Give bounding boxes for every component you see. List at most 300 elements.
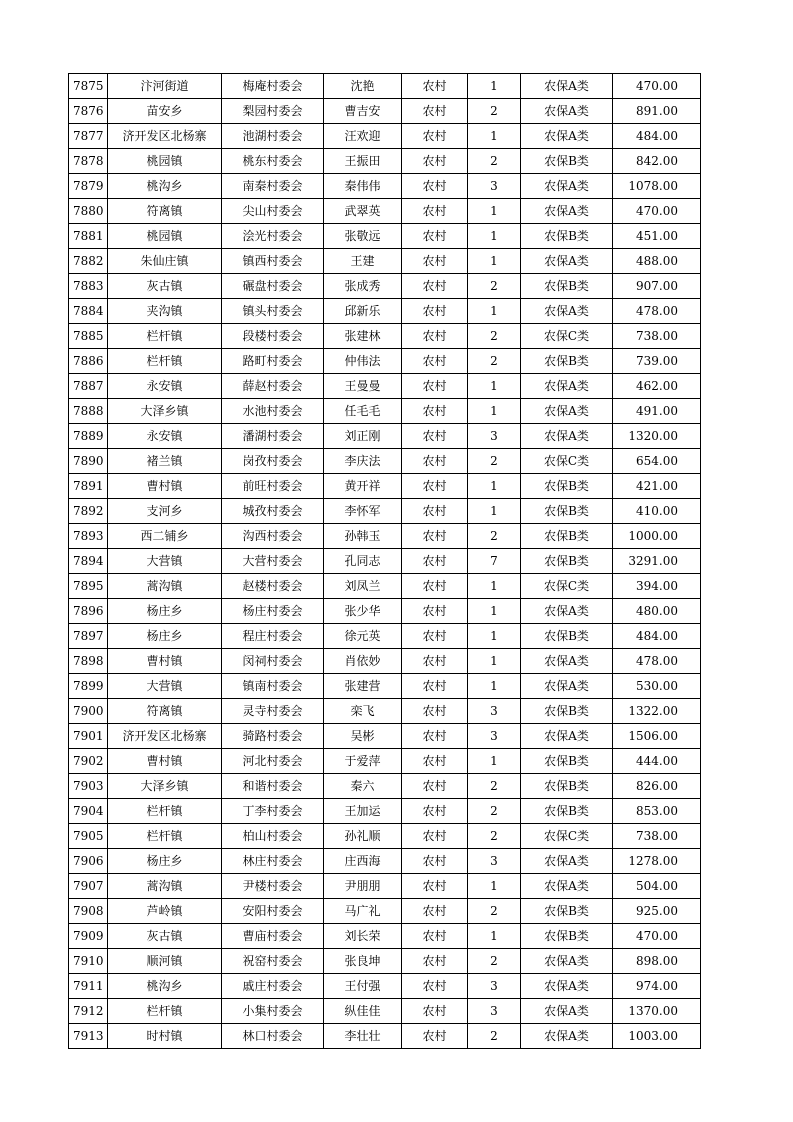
village-committee-cell: 池湖村委会 bbox=[222, 124, 324, 149]
village-committee-cell: 尹楼村委会 bbox=[222, 874, 324, 899]
table-row bbox=[69, 899, 701, 924]
person-name-cell: 张良坤 bbox=[324, 949, 402, 974]
table-row bbox=[69, 499, 701, 524]
serial-number-cell: 7895 bbox=[69, 574, 108, 599]
insurance-category-cell: 农保A类 bbox=[521, 599, 613, 624]
township-cell: 曹村镇 bbox=[108, 474, 222, 499]
area-type-cell: 农村 bbox=[402, 699, 468, 724]
area-type-cell: 农村 bbox=[402, 724, 468, 749]
person-name-cell: 孙韩玉 bbox=[324, 524, 402, 549]
person-name-cell: 王振田 bbox=[324, 149, 402, 174]
village-committee-cell: 程庄村委会 bbox=[222, 624, 324, 649]
amount-cell: 853.00 bbox=[613, 799, 701, 824]
area-type-cell: 农村 bbox=[402, 274, 468, 299]
household-count-cell: 2 bbox=[468, 824, 521, 849]
township-cell: 永安镇 bbox=[108, 424, 222, 449]
household-count-cell: 1 bbox=[468, 924, 521, 949]
township-cell: 褚兰镇 bbox=[108, 449, 222, 474]
area-type-cell: 农村 bbox=[402, 199, 468, 224]
amount-cell: 530.00 bbox=[613, 674, 701, 699]
amount-cell: 491.00 bbox=[613, 399, 701, 424]
table-row bbox=[69, 574, 701, 599]
township-cell: 顺河镇 bbox=[108, 949, 222, 974]
amount-cell: 1278.00 bbox=[613, 849, 701, 874]
insurance-category-cell: 农保A类 bbox=[521, 1024, 613, 1049]
person-name-cell: 栾飞 bbox=[324, 699, 402, 724]
table-row bbox=[69, 174, 701, 199]
area-type-cell: 农村 bbox=[402, 824, 468, 849]
person-name-cell: 秦六 bbox=[324, 774, 402, 799]
village-committee-cell: 赵楼村委会 bbox=[222, 574, 324, 599]
serial-number-cell: 7905 bbox=[69, 824, 108, 849]
amount-cell: 907.00 bbox=[613, 274, 701, 299]
table-row bbox=[69, 599, 701, 624]
area-type-cell: 农村 bbox=[402, 499, 468, 524]
township-cell: 栏杆镇 bbox=[108, 799, 222, 824]
person-name-cell: 王曼曼 bbox=[324, 374, 402, 399]
amount-cell: 488.00 bbox=[613, 249, 701, 274]
village-committee-cell: 河北村委会 bbox=[222, 749, 324, 774]
area-type-cell: 农村 bbox=[402, 99, 468, 124]
household-count-cell: 3 bbox=[468, 699, 521, 724]
amount-cell: 738.00 bbox=[613, 324, 701, 349]
table-row bbox=[69, 149, 701, 174]
area-type-cell: 农村 bbox=[402, 74, 468, 99]
village-committee-cell: 安阳村委会 bbox=[222, 899, 324, 924]
person-name-cell: 张建林 bbox=[324, 324, 402, 349]
amount-cell: 738.00 bbox=[613, 824, 701, 849]
township-cell: 桃沟乡 bbox=[108, 174, 222, 199]
person-name-cell: 李壮壮 bbox=[324, 1024, 402, 1049]
table-row bbox=[69, 524, 701, 549]
area-type-cell: 农村 bbox=[402, 1024, 468, 1049]
village-committee-cell: 林庄村委会 bbox=[222, 849, 324, 874]
insurance-category-cell: 农保A类 bbox=[521, 174, 613, 199]
amount-cell: 898.00 bbox=[613, 949, 701, 974]
township-cell: 桃园镇 bbox=[108, 224, 222, 249]
amount-cell: 739.00 bbox=[613, 349, 701, 374]
township-cell: 桃沟乡 bbox=[108, 974, 222, 999]
serial-number-cell: 7876 bbox=[69, 99, 108, 124]
village-committee-cell: 梅庵村委会 bbox=[222, 74, 324, 99]
township-cell: 汴河街道 bbox=[108, 74, 222, 99]
amount-cell: 1320.00 bbox=[613, 424, 701, 449]
serial-number-cell: 7906 bbox=[69, 849, 108, 874]
person-name-cell: 王付强 bbox=[324, 974, 402, 999]
village-committee-cell: 潘湖村委会 bbox=[222, 424, 324, 449]
table-row bbox=[69, 124, 701, 149]
insurance-category-cell: 农保A类 bbox=[521, 299, 613, 324]
amount-cell: 1003.00 bbox=[613, 1024, 701, 1049]
household-count-cell: 2 bbox=[468, 774, 521, 799]
table-row bbox=[69, 299, 701, 324]
person-name-cell: 吴彬 bbox=[324, 724, 402, 749]
amount-cell: 480.00 bbox=[613, 599, 701, 624]
serial-number-cell: 7899 bbox=[69, 674, 108, 699]
insurance-category-cell: 农保A类 bbox=[521, 974, 613, 999]
insurance-category-cell: 农保B类 bbox=[521, 924, 613, 949]
person-name-cell: 李怀军 bbox=[324, 499, 402, 524]
amount-cell: 478.00 bbox=[613, 649, 701, 674]
household-count-cell: 1 bbox=[468, 124, 521, 149]
table-row bbox=[69, 199, 701, 224]
area-type-cell: 农村 bbox=[402, 749, 468, 774]
area-type-cell: 农村 bbox=[402, 349, 468, 374]
serial-number-cell: 7911 bbox=[69, 974, 108, 999]
table-row bbox=[69, 874, 701, 899]
insurance-category-cell: 农保B类 bbox=[521, 549, 613, 574]
insurance-category-cell: 农保A类 bbox=[521, 999, 613, 1024]
amount-cell: 891.00 bbox=[613, 99, 701, 124]
amount-cell: 1370.00 bbox=[613, 999, 701, 1024]
household-count-cell: 2 bbox=[468, 449, 521, 474]
household-count-cell: 1 bbox=[468, 749, 521, 774]
amount-cell: 478.00 bbox=[613, 299, 701, 324]
area-type-cell: 农村 bbox=[402, 224, 468, 249]
village-committee-cell: 尖山村委会 bbox=[222, 199, 324, 224]
village-committee-cell: 灵寺村委会 bbox=[222, 699, 324, 724]
table-row bbox=[69, 374, 701, 399]
serial-number-cell: 7902 bbox=[69, 749, 108, 774]
township-cell: 芦岭镇 bbox=[108, 899, 222, 924]
area-type-cell: 农村 bbox=[402, 549, 468, 574]
village-committee-cell: 镇西村委会 bbox=[222, 249, 324, 274]
household-count-cell: 3 bbox=[468, 724, 521, 749]
household-count-cell: 1 bbox=[468, 374, 521, 399]
serial-number-cell: 7907 bbox=[69, 874, 108, 899]
household-count-cell: 1 bbox=[468, 399, 521, 424]
area-type-cell: 农村 bbox=[402, 899, 468, 924]
person-name-cell: 邱新乐 bbox=[324, 299, 402, 324]
amount-cell: 974.00 bbox=[613, 974, 701, 999]
table-row bbox=[69, 849, 701, 874]
amount-cell: 826.00 bbox=[613, 774, 701, 799]
household-count-cell: 1 bbox=[468, 574, 521, 599]
table-body bbox=[69, 74, 701, 1049]
person-name-cell: 纵佳佳 bbox=[324, 999, 402, 1024]
township-cell: 苗安乡 bbox=[108, 99, 222, 124]
household-count-cell: 2 bbox=[468, 899, 521, 924]
village-committee-cell: 闵祠村委会 bbox=[222, 649, 324, 674]
area-type-cell: 农村 bbox=[402, 149, 468, 174]
household-count-cell: 7 bbox=[468, 549, 521, 574]
serial-number-cell: 7910 bbox=[69, 949, 108, 974]
township-cell: 朱仙庄镇 bbox=[108, 249, 222, 274]
village-committee-cell: 段楼村委会 bbox=[222, 324, 324, 349]
insurance-category-cell: 农保B类 bbox=[521, 474, 613, 499]
area-type-cell: 农村 bbox=[402, 249, 468, 274]
serial-number-cell: 7908 bbox=[69, 899, 108, 924]
serial-number-cell: 7887 bbox=[69, 374, 108, 399]
insurance-category-cell: 农保B类 bbox=[521, 524, 613, 549]
table-row bbox=[69, 549, 701, 574]
table-row bbox=[69, 974, 701, 999]
township-cell: 济开发区北杨寨 bbox=[108, 124, 222, 149]
insurance-category-cell: 农保C类 bbox=[521, 824, 613, 849]
household-count-cell: 2 bbox=[468, 274, 521, 299]
table-row bbox=[69, 949, 701, 974]
table-row bbox=[69, 824, 701, 849]
serial-number-cell: 7903 bbox=[69, 774, 108, 799]
insurance-category-cell: 农保A类 bbox=[521, 674, 613, 699]
serial-number-cell: 7882 bbox=[69, 249, 108, 274]
area-type-cell: 农村 bbox=[402, 599, 468, 624]
person-name-cell: 王加运 bbox=[324, 799, 402, 824]
township-cell: 曹村镇 bbox=[108, 649, 222, 674]
person-name-cell: 孔同志 bbox=[324, 549, 402, 574]
serial-number-cell: 7892 bbox=[69, 499, 108, 524]
township-cell: 大泽乡镇 bbox=[108, 399, 222, 424]
insurance-category-cell: 农保C类 bbox=[521, 324, 613, 349]
person-name-cell: 仲伟法 bbox=[324, 349, 402, 374]
household-count-cell: 1 bbox=[468, 74, 521, 99]
township-cell: 夹沟镇 bbox=[108, 299, 222, 324]
household-count-cell: 3 bbox=[468, 849, 521, 874]
area-type-cell: 农村 bbox=[402, 949, 468, 974]
township-cell: 符离镇 bbox=[108, 199, 222, 224]
household-count-cell: 2 bbox=[468, 99, 521, 124]
household-count-cell: 3 bbox=[468, 974, 521, 999]
village-committee-cell: 杨庄村委会 bbox=[222, 599, 324, 624]
amount-cell: 484.00 bbox=[613, 624, 701, 649]
person-name-cell: 沈艳 bbox=[324, 74, 402, 99]
village-committee-cell: 和谐村委会 bbox=[222, 774, 324, 799]
person-name-cell: 秦伟伟 bbox=[324, 174, 402, 199]
township-cell: 栏杆镇 bbox=[108, 349, 222, 374]
amount-cell: 462.00 bbox=[613, 374, 701, 399]
amount-cell: 410.00 bbox=[613, 499, 701, 524]
area-type-cell: 农村 bbox=[402, 174, 468, 199]
table-row bbox=[69, 349, 701, 374]
village-committee-cell: 薛赵村委会 bbox=[222, 374, 324, 399]
person-name-cell: 张敬远 bbox=[324, 224, 402, 249]
insurance-category-cell: 农保B类 bbox=[521, 224, 613, 249]
insurance-category-cell: 农保A类 bbox=[521, 74, 613, 99]
township-cell: 大营镇 bbox=[108, 674, 222, 699]
person-name-cell: 刘长荣 bbox=[324, 924, 402, 949]
table-row bbox=[69, 649, 701, 674]
serial-number-cell: 7891 bbox=[69, 474, 108, 499]
insurance-category-cell: 农保B类 bbox=[521, 499, 613, 524]
household-count-cell: 3 bbox=[468, 424, 521, 449]
serial-number-cell: 7890 bbox=[69, 449, 108, 474]
amount-cell: 925.00 bbox=[613, 899, 701, 924]
insurance-category-cell: 农保B类 bbox=[521, 774, 613, 799]
village-committee-cell: 骑路村委会 bbox=[222, 724, 324, 749]
township-cell: 济开发区北杨寨 bbox=[108, 724, 222, 749]
township-cell: 符离镇 bbox=[108, 699, 222, 724]
household-count-cell: 2 bbox=[468, 349, 521, 374]
person-name-cell: 孙礼顺 bbox=[324, 824, 402, 849]
person-name-cell: 刘正刚 bbox=[324, 424, 402, 449]
village-committee-cell: 城孜村委会 bbox=[222, 499, 324, 524]
township-cell: 灰古镇 bbox=[108, 924, 222, 949]
table-row bbox=[69, 274, 701, 299]
township-cell: 栏杆镇 bbox=[108, 999, 222, 1024]
household-count-cell: 1 bbox=[468, 474, 521, 499]
area-type-cell: 农村 bbox=[402, 774, 468, 799]
household-count-cell: 1 bbox=[468, 874, 521, 899]
insurance-category-cell: 农保C类 bbox=[521, 574, 613, 599]
table-row bbox=[69, 399, 701, 424]
township-cell: 蒿沟镇 bbox=[108, 574, 222, 599]
area-type-cell: 农村 bbox=[402, 424, 468, 449]
amount-cell: 470.00 bbox=[613, 924, 701, 949]
township-cell: 曹村镇 bbox=[108, 749, 222, 774]
amount-cell: 842.00 bbox=[613, 149, 701, 174]
village-committee-cell: 路町村委会 bbox=[222, 349, 324, 374]
area-type-cell: 农村 bbox=[402, 624, 468, 649]
amount-cell: 3291.00 bbox=[613, 549, 701, 574]
insurance-category-cell: 农保B类 bbox=[521, 624, 613, 649]
table-row bbox=[69, 624, 701, 649]
insurance-category-cell: 农保B类 bbox=[521, 899, 613, 924]
person-name-cell: 汪欢迎 bbox=[324, 124, 402, 149]
table-row bbox=[69, 1024, 701, 1049]
township-cell: 栏杆镇 bbox=[108, 324, 222, 349]
table-row bbox=[69, 324, 701, 349]
area-type-cell: 农村 bbox=[402, 524, 468, 549]
amount-cell: 654.00 bbox=[613, 449, 701, 474]
serial-number-cell: 7889 bbox=[69, 424, 108, 449]
township-cell: 支河乡 bbox=[108, 499, 222, 524]
area-type-cell: 农村 bbox=[402, 999, 468, 1024]
serial-number-cell: 7885 bbox=[69, 324, 108, 349]
household-count-cell: 2 bbox=[468, 949, 521, 974]
serial-number-cell: 7897 bbox=[69, 624, 108, 649]
serial-number-cell: 7912 bbox=[69, 999, 108, 1024]
area-type-cell: 农村 bbox=[402, 924, 468, 949]
table-row bbox=[69, 749, 701, 774]
insurance-category-cell: 农保B类 bbox=[521, 699, 613, 724]
household-count-cell: 3 bbox=[468, 174, 521, 199]
table-row bbox=[69, 999, 701, 1024]
serial-number-cell: 7884 bbox=[69, 299, 108, 324]
amount-cell: 1078.00 bbox=[613, 174, 701, 199]
insurance-category-cell: 农保A类 bbox=[521, 399, 613, 424]
table-row bbox=[69, 424, 701, 449]
area-type-cell: 农村 bbox=[402, 849, 468, 874]
serial-number-cell: 7883 bbox=[69, 274, 108, 299]
table-row bbox=[69, 74, 701, 99]
person-name-cell: 武翠英 bbox=[324, 199, 402, 224]
table-row bbox=[69, 449, 701, 474]
table-row bbox=[69, 474, 701, 499]
area-type-cell: 农村 bbox=[402, 474, 468, 499]
person-name-cell: 张建营 bbox=[324, 674, 402, 699]
person-name-cell: 马广礼 bbox=[324, 899, 402, 924]
table-row bbox=[69, 674, 701, 699]
village-committee-cell: 水池村委会 bbox=[222, 399, 324, 424]
insurance-category-cell: 农保B类 bbox=[521, 799, 613, 824]
village-committee-cell: 丁李村委会 bbox=[222, 799, 324, 824]
amount-cell: 504.00 bbox=[613, 874, 701, 899]
table-row bbox=[69, 774, 701, 799]
village-committee-cell: 梨园村委会 bbox=[222, 99, 324, 124]
serial-number-cell: 7879 bbox=[69, 174, 108, 199]
person-name-cell: 曹吉安 bbox=[324, 99, 402, 124]
serial-number-cell: 7886 bbox=[69, 349, 108, 374]
insurance-category-cell: 农保A类 bbox=[521, 199, 613, 224]
serial-number-cell: 7901 bbox=[69, 724, 108, 749]
township-cell: 桃园镇 bbox=[108, 149, 222, 174]
village-committee-cell: 祝窑村委会 bbox=[222, 949, 324, 974]
insurance-category-cell: 农保A类 bbox=[521, 374, 613, 399]
area-type-cell: 农村 bbox=[402, 124, 468, 149]
amount-cell: 1506.00 bbox=[613, 724, 701, 749]
area-type-cell: 农村 bbox=[402, 799, 468, 824]
area-type-cell: 农村 bbox=[402, 324, 468, 349]
area-type-cell: 农村 bbox=[402, 374, 468, 399]
household-count-cell: 2 bbox=[468, 149, 521, 174]
village-committee-cell: 戚庄村委会 bbox=[222, 974, 324, 999]
table-row bbox=[69, 799, 701, 824]
serial-number-cell: 7898 bbox=[69, 649, 108, 674]
serial-number-cell: 7880 bbox=[69, 199, 108, 224]
area-type-cell: 农村 bbox=[402, 449, 468, 474]
township-cell: 杨庄乡 bbox=[108, 849, 222, 874]
area-type-cell: 农村 bbox=[402, 974, 468, 999]
insurance-category-cell: 农保B类 bbox=[521, 149, 613, 174]
amount-cell: 470.00 bbox=[613, 199, 701, 224]
serial-number-cell: 7894 bbox=[69, 549, 108, 574]
village-committee-cell: 小集村委会 bbox=[222, 999, 324, 1024]
amount-cell: 470.00 bbox=[613, 74, 701, 99]
village-committee-cell: 镇南村委会 bbox=[222, 674, 324, 699]
household-count-cell: 1 bbox=[468, 199, 521, 224]
amount-cell: 1322.00 bbox=[613, 699, 701, 724]
township-cell: 时村镇 bbox=[108, 1024, 222, 1049]
household-count-cell: 1 bbox=[468, 299, 521, 324]
township-cell: 大营镇 bbox=[108, 549, 222, 574]
insurance-category-cell: 农保A类 bbox=[521, 249, 613, 274]
person-name-cell: 王建 bbox=[324, 249, 402, 274]
person-name-cell: 张成秀 bbox=[324, 274, 402, 299]
area-type-cell: 农村 bbox=[402, 649, 468, 674]
amount-cell: 444.00 bbox=[613, 749, 701, 774]
household-count-cell: 1 bbox=[468, 249, 521, 274]
area-type-cell: 农村 bbox=[402, 674, 468, 699]
person-name-cell: 庄西海 bbox=[324, 849, 402, 874]
person-name-cell: 黄开祥 bbox=[324, 474, 402, 499]
township-cell: 西二铺乡 bbox=[108, 524, 222, 549]
insurance-category-cell: 农保B类 bbox=[521, 274, 613, 299]
table-row bbox=[69, 224, 701, 249]
serial-number-cell: 7888 bbox=[69, 399, 108, 424]
village-committee-cell: 曹庙村委会 bbox=[222, 924, 324, 949]
serial-number-cell: 7896 bbox=[69, 599, 108, 624]
amount-cell: 484.00 bbox=[613, 124, 701, 149]
village-committee-cell: 镇头村委会 bbox=[222, 299, 324, 324]
village-committee-cell: 柏山村委会 bbox=[222, 824, 324, 849]
household-count-cell: 2 bbox=[468, 524, 521, 549]
village-committee-cell: 岗孜村委会 bbox=[222, 449, 324, 474]
table-row bbox=[69, 249, 701, 274]
village-committee-cell: 大营村委会 bbox=[222, 549, 324, 574]
household-count-cell: 1 bbox=[468, 499, 521, 524]
serial-number-cell: 7878 bbox=[69, 149, 108, 174]
amount-cell: 421.00 bbox=[613, 474, 701, 499]
amount-cell: 394.00 bbox=[613, 574, 701, 599]
insurance-category-cell: 农保C类 bbox=[521, 449, 613, 474]
township-cell: 栏杆镇 bbox=[108, 824, 222, 849]
household-count-cell: 3 bbox=[468, 999, 521, 1024]
village-committee-cell: 前旺村委会 bbox=[222, 474, 324, 499]
person-name-cell: 尹朋朋 bbox=[324, 874, 402, 899]
serial-number-cell: 7893 bbox=[69, 524, 108, 549]
household-count-cell: 2 bbox=[468, 799, 521, 824]
village-committee-cell: 林口村委会 bbox=[222, 1024, 324, 1049]
